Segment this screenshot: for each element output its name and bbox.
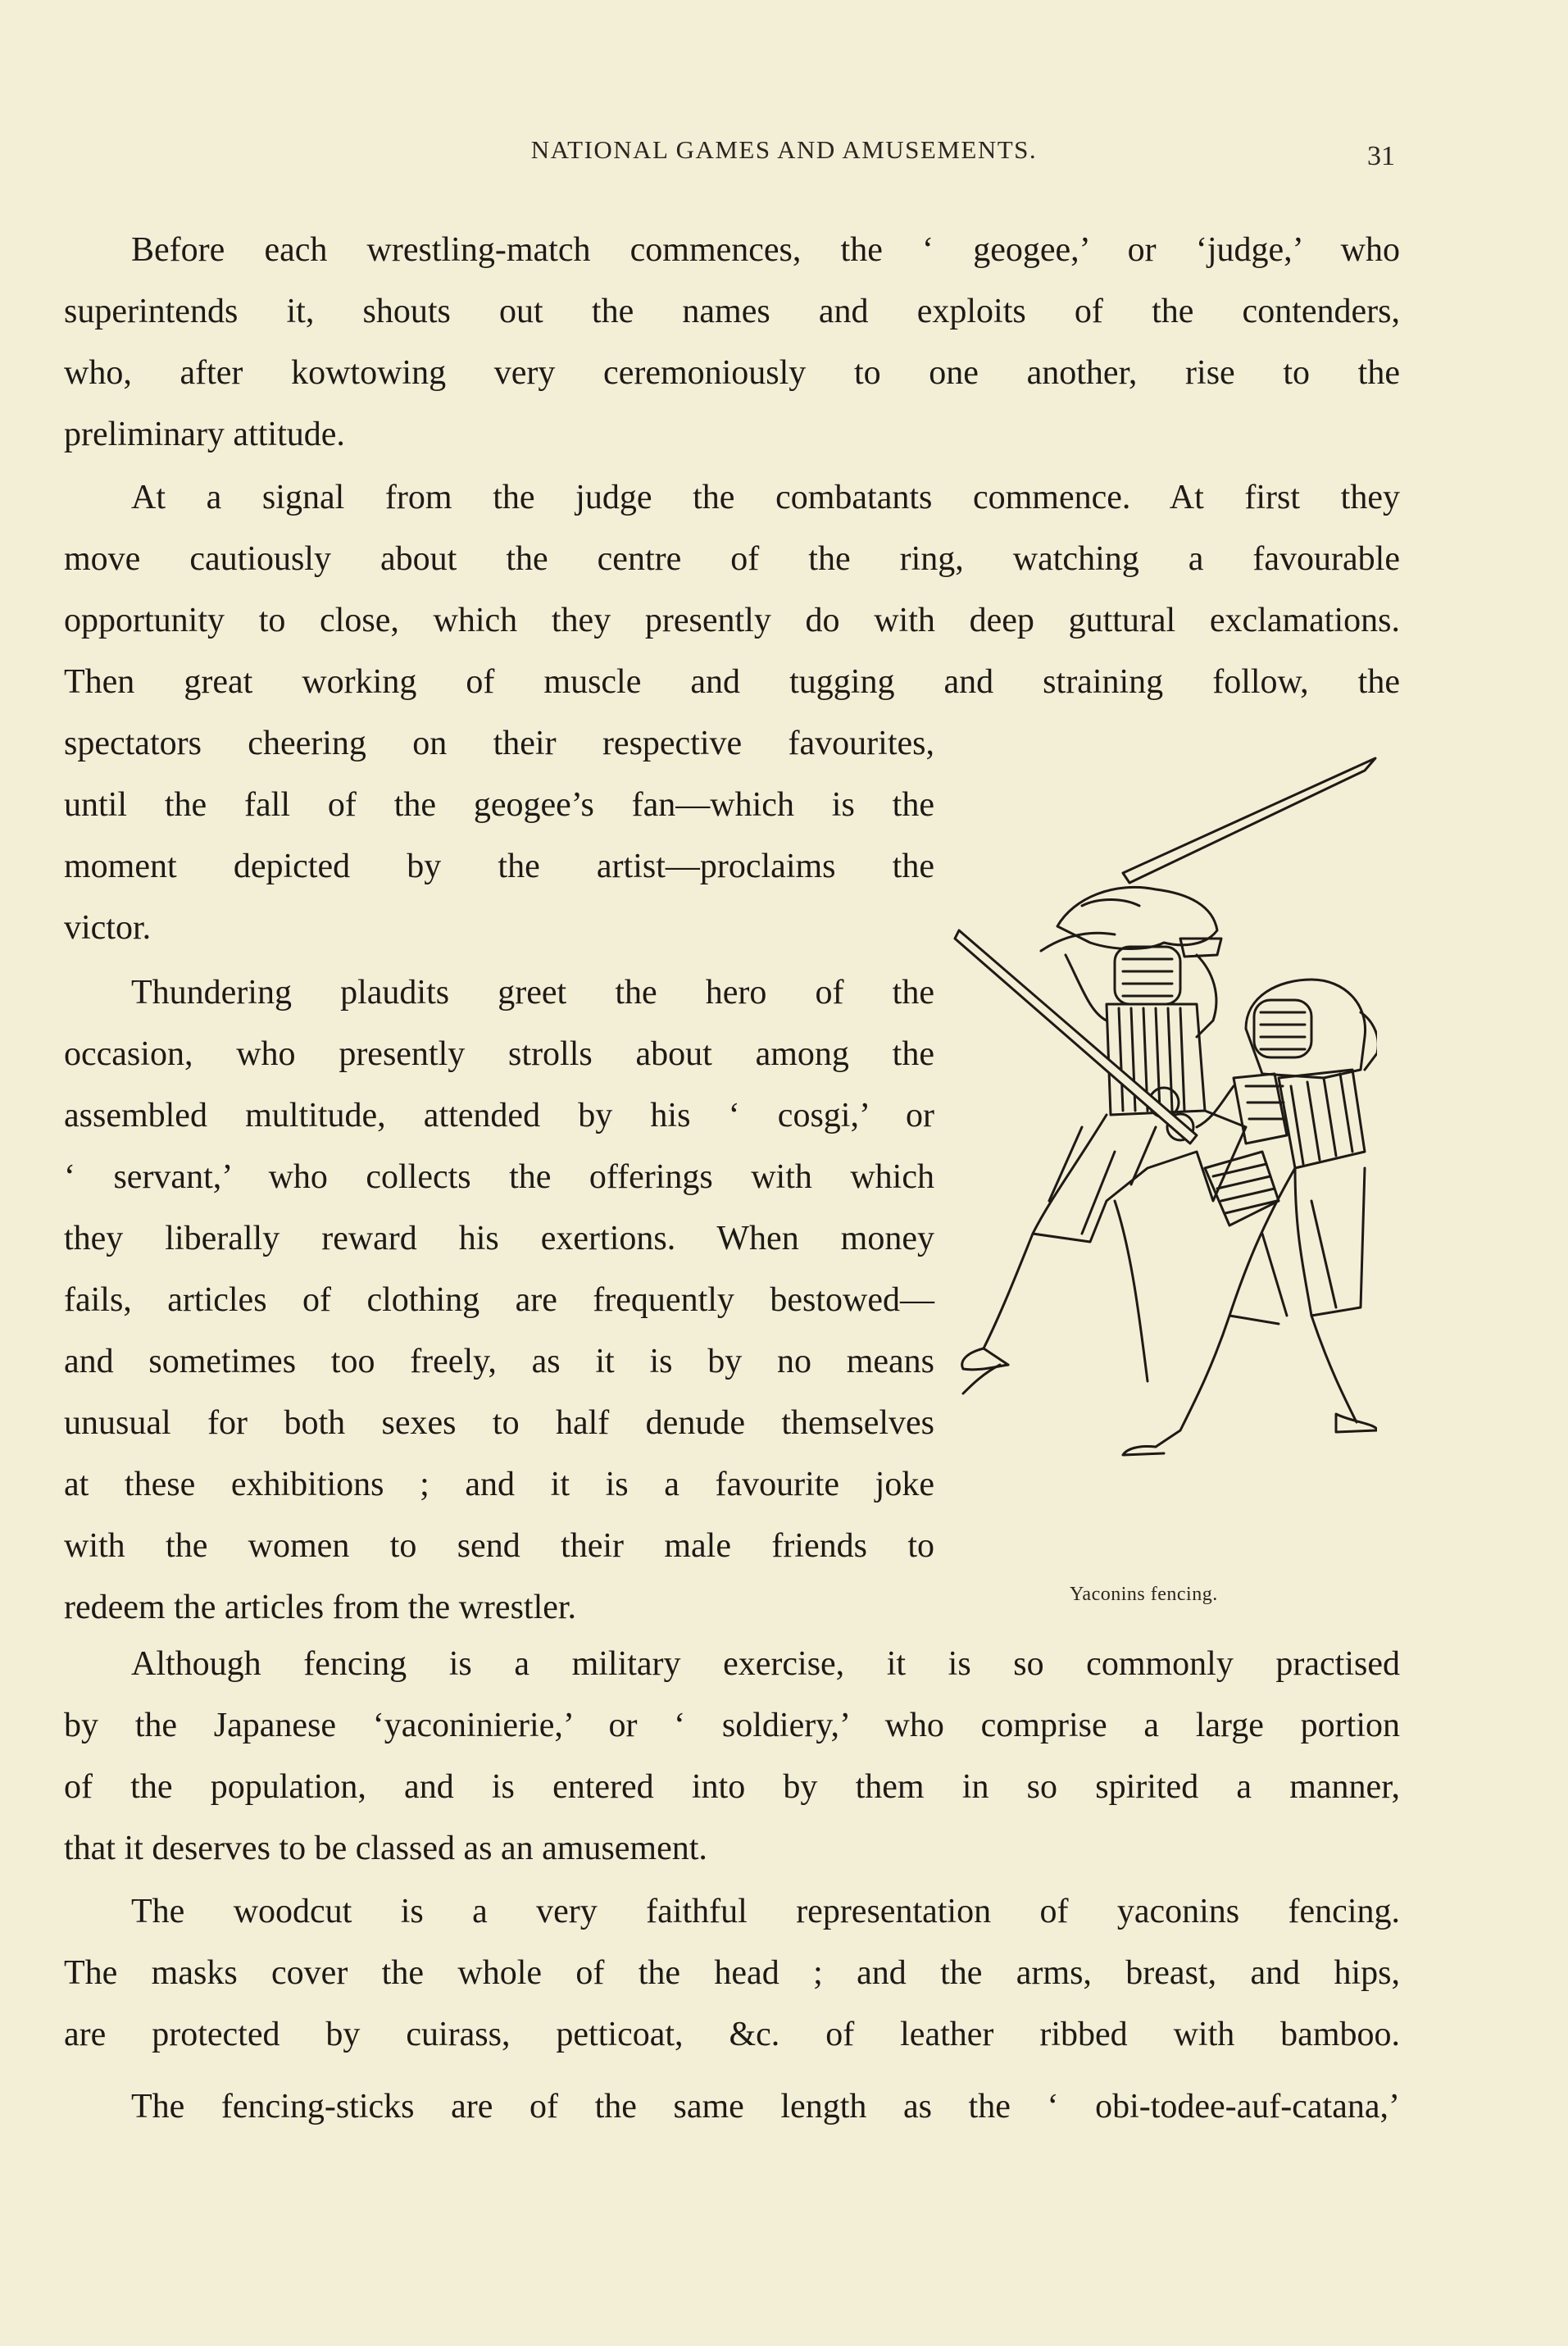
paragraph-line: The woodcut is a very faithful representation of yaconins fencing. bbox=[131, 1893, 1400, 1930]
paragraph-line: and sometimes too freely, as it is by no means bbox=[64, 1343, 934, 1380]
paragraph-2-continued bbox=[64, 713, 934, 959]
paragraph-line: Before each wrestling-match commences, the ‘ geogee,’ or ‘judge,’ who bbox=[131, 231, 1400, 269]
running-title: NATIONAL GAMES AND AMUSEMENTS. bbox=[530, 135, 1038, 164]
paragraph-line: who, after kowtowing very ceremoniously to one another, rise to the bbox=[64, 354, 1400, 392]
figure-caption: Yaconins fencing. bbox=[1070, 1584, 1218, 1605]
paragraph-line: occasion, who presently strolls about among the bbox=[64, 1035, 934, 1073]
paragraph-line: they liberally reward his exertions. When money bbox=[64, 1220, 934, 1257]
paragraph-6 bbox=[64, 2076, 1400, 2138]
paragraph-line: ‘ servant,’ who collects the offerings with which bbox=[64, 1158, 934, 1196]
paragraph-line: with the women to send their male friends to bbox=[64, 1527, 934, 1565]
paragraph-line: move cautiously about the centre of the ring, watching a favourable bbox=[64, 540, 1400, 578]
paragraph-line: by the Japanese ‘yaconinierie,’ or ‘ soldiery,’ who comprise a large portion bbox=[64, 1707, 1400, 1744]
paragraph-4 bbox=[64, 1634, 1400, 1880]
paragraph-line: redeem the articles from the wrestler. bbox=[64, 1589, 577, 1626]
paragraph-line: moment depicted by the artist—proclaims the bbox=[64, 848, 934, 885]
paragraph-line: spectators cheering on their respective favourites, bbox=[64, 725, 934, 762]
paragraph-line: are protected by cuirass, petticoat, &c. of leather ribbed with bamboo. bbox=[64, 2016, 1400, 2053]
paragraph-line: Then great working of muscle and tugging and straining follow, the bbox=[64, 663, 1400, 701]
paragraph-line: until the fall of the geogee’s fan—which is the bbox=[64, 786, 934, 824]
paragraph-2 bbox=[64, 467, 1400, 713]
paragraph-line: unusual for both sexes to half denude themselves bbox=[64, 1404, 934, 1442]
paragraph-line: superintends it, shouts out the names and exploits of the contenders, bbox=[64, 293, 1400, 330]
paragraph-line: opportunity to close, which they presently do with deep guttural exclamations. bbox=[64, 602, 1400, 639]
paragraph-line: fails, articles of clothing are frequently bestowed— bbox=[64, 1281, 934, 1319]
paragraph-line: Thundering plaudits greet the hero of the bbox=[131, 974, 934, 1012]
paragraph-3 bbox=[64, 962, 934, 1639]
paragraph-line: at these exhibitions ; and it is a favourite joke bbox=[64, 1466, 934, 1503]
paragraph-5 bbox=[64, 1881, 1400, 2066]
paragraph-line: The fencing-sticks are of the same length as the ‘ obi-todee-auf-catana,’ bbox=[131, 2088, 1400, 2125]
paragraph-line: assembled multitude, attended by his ‘ cosgi,’ or bbox=[64, 1097, 934, 1134]
page-number: 31 bbox=[1367, 141, 1395, 171]
paragraph-line: The masks cover the whole of the head ; and the arms, breast, and hips, bbox=[64, 1954, 1400, 1992]
paragraph-line: victor. bbox=[64, 909, 152, 947]
paragraph-line: Although fencing is a military exercise, it is so commonly practised bbox=[131, 1645, 1400, 1683]
paragraph-line: that it deserves to be classed as an amusement. bbox=[64, 1830, 707, 1867]
paragraph-1 bbox=[64, 220, 1400, 466]
fencers-illustration bbox=[951, 742, 1377, 1586]
paragraph-line: preliminary attitude. bbox=[64, 416, 345, 453]
paragraph-line: of the population, and is entered into by them in so spirited a manner, bbox=[64, 1768, 1400, 1806]
woodcut-figure bbox=[951, 742, 1377, 1644]
paragraph-line: At a signal from the judge the combatants commence. At first they bbox=[131, 479, 1400, 516]
